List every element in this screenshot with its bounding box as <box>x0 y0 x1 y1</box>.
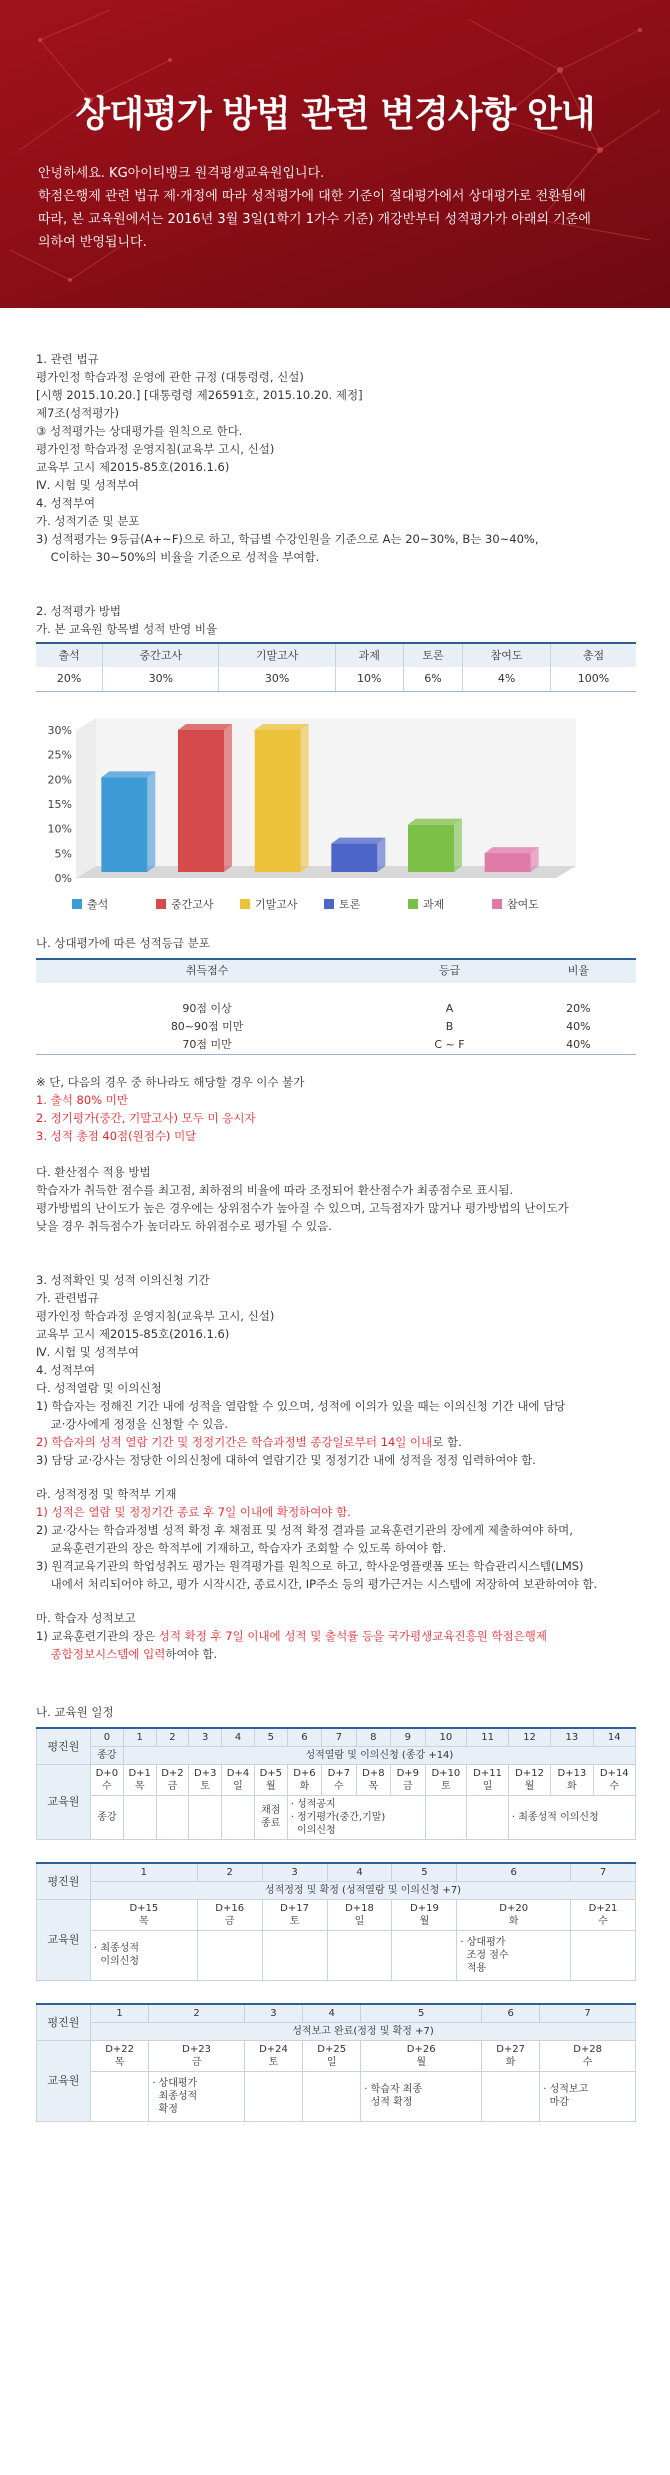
section-grade-check <box>36 1271 636 1663</box>
bar-side <box>301 724 309 872</box>
weights-value: 30% <box>219 667 335 691</box>
weights-header: 총점 <box>551 643 636 667</box>
grade-cell: 80~90점 미만 <box>170 1019 244 1033</box>
weights-value: 6% <box>403 667 462 691</box>
day-number: 7 <box>540 2004 636 2023</box>
day-cell: D+27 화 <box>482 2040 540 2071</box>
text-line: 3) 담당 교·강사는 정당한 이의신청에 대하여 열람기간 및 정정기간 내에 성적을 정정 입력하여야 함. <box>36 1452 536 1467</box>
day-cell: D+1 목 <box>123 1764 156 1795</box>
weights-header: 과제 <box>335 643 403 667</box>
text-line: 평가인정 학습과정 운영지침(교육부 고시, 신설) <box>36 442 275 456</box>
day-number: 4 <box>303 2004 361 2023</box>
legend-label: 과제 <box>423 897 445 911</box>
text-line: 1) 학습자는 정해진 기간 내에 성적을 열람할 수 있으며, 성적에 이의가 있을 때는 이의신청 기간 내에 담당 <box>36 1398 566 1413</box>
day-cell: D+19 월 <box>392 1899 457 1930</box>
chart-side-wall <box>76 718 96 878</box>
bar-side <box>377 837 385 871</box>
day-number: 9 <box>391 1728 425 1747</box>
legend-swatch <box>492 899 502 909</box>
grade-cell: C ~ F <box>378 1036 520 1055</box>
legend-label: 출석 <box>87 897 109 911</box>
section-evaluation-method <box>36 602 636 916</box>
day-number: 0 <box>91 1728 124 1747</box>
sub-heading: 나. 교육원 일정 <box>36 1704 114 1719</box>
section-heading: 2. 성적평가 방법 <box>36 604 121 618</box>
day-cell: D+5 월 <box>254 1764 287 1795</box>
bar <box>408 824 454 871</box>
text-line: 다. 환산점수 적용 방법 <box>36 1164 151 1179</box>
period-label: 성적열람 및 이의신청 (종강 +14) <box>123 1746 635 1764</box>
intro-line: 학점은행제 관련 법규 제·개정에 따라 성적평가에 대한 기준이 절대평가에서 상대평가로 전환됨에 <box>38 189 586 204</box>
y-tick-label: 0% <box>54 871 72 885</box>
day-cell: D+16 금 <box>197 1899 262 1930</box>
weights-header: 출석 <box>36 643 103 667</box>
day-cell: D+4 일 <box>222 1764 255 1795</box>
weights-header: 기말고사 <box>219 643 335 667</box>
intro-line: 따라, 본 교육원에서는 2016년 3월 3일(1학기 1가수 기준) 개강반부터 성적평가가 아래의 기준에 <box>38 212 591 227</box>
day-cell: D+21 수 <box>571 1899 636 1930</box>
grade-header: 등급 <box>378 959 520 983</box>
weights-header: 참여도 <box>463 643 551 667</box>
sub-heading: 마. 학습자 성적보고 <box>36 1610 136 1625</box>
day-number: 1 <box>91 1863 198 1882</box>
weights-chart <box>36 706 636 916</box>
legend-swatch <box>240 899 250 909</box>
bar <box>331 843 377 871</box>
day-cell: D+13 화 <box>551 1764 593 1795</box>
text-span: 1) 교육훈련기관의 장은 <box>36 1628 159 1643</box>
day-cell: D+26 월 <box>361 2040 482 2071</box>
day-cell: D+0 수 <box>91 1764 124 1795</box>
text-line: 1. 관련 법규 <box>36 352 99 366</box>
day-number: 6 <box>482 2004 540 2023</box>
grade-cell: 40% <box>521 1036 636 1055</box>
text-line: 가. 성적기준 및 분포 <box>36 514 140 528</box>
bar-top <box>178 724 232 730</box>
highlight-text: 종합정보시스템에 입력 <box>36 1646 166 1661</box>
weights-value: 10% <box>335 667 403 691</box>
text-line <box>36 1627 636 1645</box>
day-cell: D+12 월 <box>508 1764 550 1795</box>
text-line: ③ 성적평가는 상대평가를 원칙으로 한다. <box>36 424 243 438</box>
day-cell: D+2 금 <box>156 1764 189 1795</box>
weights-value: 100% <box>551 667 636 691</box>
schedule-table-1 <box>36 1727 636 1840</box>
highlight-text: 2) 학습자의 성적 열람 기간 및 정정기간은 학습과정별 종강일로부터 14일 이내 <box>36 1434 433 1449</box>
text-line: 다. 성적열람 및 이의신청 <box>36 1380 162 1395</box>
day-number: 6 <box>457 1863 571 1882</box>
day-number: 11 <box>467 1728 509 1747</box>
org-label: 평진원 <box>37 1863 91 1900</box>
schedule-note: 채점 종료 <box>254 1795 287 1839</box>
org-label: 교육원 <box>37 2040 91 2121</box>
day-number: 2 <box>156 1728 189 1747</box>
intro-line: 의하여 반영됩니다. <box>38 235 147 250</box>
schedule-table-2 <box>36 1862 636 1981</box>
period-label: 종강 <box>91 1746 124 1764</box>
weights-table <box>36 642 636 692</box>
text-line: C이하는 30~50%의 비율을 기준으로 성적을 부여함. <box>36 550 320 564</box>
schedule-table-3 <box>36 2003 636 2122</box>
text-line: 평가방법의 난이도가 높은 경우에는 상위점수가 높아질 수 있으며, 고득점자가 많거나 평가방법의 난이도가 <box>36 1200 569 1215</box>
grade-header: 비율 <box>521 959 636 983</box>
day-cell: D+8 목 <box>356 1764 390 1795</box>
day-number: 1 <box>91 2004 149 2023</box>
day-number: 2 <box>197 1863 262 1882</box>
bar-top <box>485 847 539 853</box>
day-number: 1 <box>123 1728 156 1747</box>
day-cell: D+9 금 <box>391 1764 425 1795</box>
day-cell: D+11 일 <box>467 1764 509 1795</box>
bar-top <box>255 724 309 730</box>
bar-top <box>331 837 385 843</box>
period-label: 성적보고 완료(정정 및 확정 +7) <box>91 2022 636 2040</box>
day-number: 8 <box>356 1728 390 1747</box>
day-number: 6 <box>287 1728 321 1747</box>
text-line: 교육부 고시 제2015-85호(2016.1.6) <box>36 460 230 474</box>
sub-heading: 라. 성적정정 및 학적부 기재 <box>36 1486 177 1501</box>
grade-cell: 90점 이상 <box>182 1001 232 1015</box>
grade-cell: B <box>445 1019 454 1033</box>
org-label: 평진원 <box>37 1728 91 1765</box>
bar-top <box>101 771 155 777</box>
schedule-note: · 최종성적 이의신청 <box>508 1795 635 1839</box>
text-line: 낮을 경우 취득점수가 높더라도 하위점수로 평가될 수 있음. <box>36 1218 332 1233</box>
day-number: 5 <box>254 1728 287 1747</box>
text-line: 교·강사에게 정정을 신청할 수 있음. <box>36 1416 229 1431</box>
day-cell: D+20 화 <box>457 1899 571 1930</box>
y-tick-label: 5% <box>54 846 72 860</box>
fail-item: 3. 성적 총점 40점(원점수) 미달 <box>36 1128 197 1143</box>
legend-swatch <box>408 899 418 909</box>
grade-cell: A <box>445 1001 454 1015</box>
legend-swatch <box>72 899 82 909</box>
text-line: 평가인정 학습과정 운영지침(교육부 고시, 신설) <box>36 1308 275 1323</box>
text-line: 4. 성적부여 <box>36 496 96 510</box>
bar-side <box>454 818 462 871</box>
text-line <box>36 1433 636 1451</box>
grade-header: 취득점수 <box>36 959 378 983</box>
note-text: ※ 단, 다음의 경우 중 하나라도 해당할 경우 이수 불가 <box>36 1074 305 1089</box>
text-line: 학습자가 취득한 점수를 최고점, 최하점의 비율에 따라 조정되어 환산점수가 최종점수로 표시됨. <box>36 1182 514 1197</box>
section-schedule <box>36 1703 636 2122</box>
text-span: 로 함. <box>432 1434 462 1449</box>
fail-item: 1. 출석 80% 미만 <box>36 1092 128 1107</box>
grade-table <box>36 958 636 1055</box>
section-converted-score <box>36 1163 636 1235</box>
bar <box>101 777 147 872</box>
day-number: 4 <box>222 1728 255 1747</box>
bar <box>485 853 531 872</box>
day-number: 3 <box>189 1728 222 1747</box>
org-label: 교육원 <box>37 1764 91 1839</box>
day-number: 3 <box>262 1863 327 1882</box>
day-number: 5 <box>361 2004 482 2023</box>
schedule-note: · 상대평가 조정 점수 적용 <box>457 1930 571 1980</box>
section-related-laws <box>36 350 636 566</box>
text-line: Ⅳ. 시험 및 성적부여 <box>36 478 139 492</box>
y-tick-label: 10% <box>47 822 72 836</box>
weights-value: 20% <box>36 667 103 691</box>
day-cell: D+22 목 <box>91 2040 149 2071</box>
day-cell: D+28 수 <box>540 2040 636 2071</box>
section-fail-conditions <box>36 1073 636 1145</box>
weights-value: 30% <box>103 667 219 691</box>
day-cell: D+23 금 <box>149 2040 245 2071</box>
schedule-note: · 성적보고 마감 <box>540 2071 636 2121</box>
chart-svg <box>36 706 636 916</box>
y-tick-label: 20% <box>47 772 72 786</box>
content-body <box>36 350 636 2140</box>
day-cell: D+17 토 <box>262 1899 327 1930</box>
sub-heading: 가. 본 교육원 항목별 성적 반영 비율 <box>36 622 218 636</box>
text-line: 제7조(성적평가) <box>36 406 119 420</box>
bar <box>178 730 224 872</box>
intro-line: 안녕하세요. KG아이티뱅크 원격평생교육원입니다. <box>38 166 325 181</box>
day-number: 5 <box>392 1863 457 1882</box>
text-line: 2) 교·강사는 학습과정별 성적 확정 후 채점표 및 성적 확정 결과를 교육훈련기관의 장에게 제출하여야 하며, <box>36 1522 573 1537</box>
intro-text <box>38 162 638 254</box>
page-title: 상대평가 방법 관련 변경사항 안내 <box>75 94 595 135</box>
legend-label: 토론 <box>339 897 361 911</box>
highlight-text: 1) 성적은 열람 및 정정기간 종료 후 7일 이내에 확정하여야 함. <box>36 1504 351 1519</box>
text-line: Ⅳ. 시험 및 성적부여 <box>36 1344 139 1359</box>
bar-side <box>224 724 232 872</box>
sub-heading: 나. 상대평가에 따른 성적등급 분포 <box>36 935 210 950</box>
schedule-note: · 학습자 최종 성적 확정 <box>361 2071 482 2121</box>
weights-header: 토론 <box>403 643 462 667</box>
day-number: 14 <box>593 1728 635 1747</box>
text-line: 4. 성적부여 <box>36 1362 96 1377</box>
day-number: 4 <box>327 1863 392 1882</box>
fail-item: 2. 정기평가(중간, 기말고사) 모두 미 응시자 <box>36 1110 256 1125</box>
day-number: 13 <box>551 1728 593 1747</box>
text-line: 평가인정 학습과정 운영에 관한 규정 (대통령령, 신설) <box>36 370 304 384</box>
schedule-note: · 상대평가 최종성적 확정 <box>149 2071 245 2121</box>
legend-swatch <box>156 899 166 909</box>
day-number: 7 <box>571 1863 636 1882</box>
legend-swatch <box>324 899 334 909</box>
bar-top <box>408 818 462 824</box>
day-number: 12 <box>508 1728 550 1747</box>
legend-label: 참여도 <box>507 897 539 911</box>
org-label: 교육원 <box>37 1899 91 1980</box>
period-label: 성적정정 및 확정 (성적열람 및 이의신청 +7) <box>91 1881 636 1899</box>
y-tick-label: 30% <box>47 723 72 737</box>
text-span: 하여야 함. <box>165 1646 218 1661</box>
network-pattern <box>0 0 670 308</box>
org-label: 평진원 <box>37 2004 91 2041</box>
legend-label: 기말고사 <box>255 897 298 911</box>
schedule-note: · 성적공지 · 정기평가(중간,기말) 이의신청 <box>287 1795 425 1839</box>
bar-side <box>147 771 155 872</box>
text-line: 가. 관련법규 <box>36 1290 99 1305</box>
text-line: 3) 성적평가는 9등급(A+~F)으로 하고, 학급별 수강인원을 기준으로 A는 20~30%, B는 30~40%, <box>36 532 539 546</box>
day-cell: D+25 일 <box>303 2040 361 2071</box>
y-tick-label: 15% <box>47 797 72 811</box>
bar <box>255 730 301 872</box>
grade-cell: 20% <box>566 1001 591 1015</box>
schedule-note: · 최종성적 이의신청 <box>91 1930 198 1980</box>
day-cell: D+10 토 <box>425 1764 467 1795</box>
text-line <box>36 1645 636 1663</box>
grade-cell: 40% <box>566 1019 591 1033</box>
day-cell: D+24 토 <box>244 2040 302 2071</box>
text-line: 교육훈련기관의 장은 학적부에 기재하고, 학습자가 조회할 수 있도록 하여야 함. <box>36 1540 447 1555</box>
day-number: 3 <box>244 2004 302 2023</box>
highlight-text: 성적 확정 후 7일 이내에 성적 및 출석률 등을 국가평생교육진흥원 학점은행제 <box>158 1628 547 1643</box>
day-cell: D+18 일 <box>327 1899 392 1930</box>
day-cell: D+6 화 <box>287 1764 321 1795</box>
section-grade-distribution <box>36 934 636 1055</box>
day-number: 7 <box>322 1728 356 1747</box>
day-number: 10 <box>425 1728 467 1747</box>
day-cell: D+14 수 <box>593 1764 635 1795</box>
hero-banner <box>0 0 670 308</box>
schedule-note: 종강 <box>91 1795 124 1839</box>
text-line: 내에서 처리되어야 하고, 평가 시작시간, 종료시간, IP주소 등의 평가근거는 시스템에 저장하여 보관하여야 함. <box>36 1576 598 1591</box>
text-line: [시행 2015.10.20.] [대통령령 제26591호, 2015.10.20. 제정] <box>36 388 363 402</box>
day-cell: D+3 토 <box>189 1764 222 1795</box>
day-number: 2 <box>149 2004 245 2023</box>
weights-value: 4% <box>463 667 551 691</box>
day-cell: D+7 수 <box>322 1764 356 1795</box>
legend-label: 중간고사 <box>171 897 214 911</box>
day-cell: D+15 목 <box>91 1899 198 1930</box>
y-tick-label: 25% <box>47 748 72 762</box>
text-line: 3) 원격교육기관의 학업성취도 평가는 원격평가를 원칙으로 하고, 학사운영플랫폼 또는 학습관리시스템(LMS) <box>36 1558 584 1573</box>
grade-cell: 70점 미만 <box>36 1036 378 1055</box>
weights-header: 중간고사 <box>103 643 219 667</box>
text-line: 3. 성적확인 및 성적 이의신청 기간 <box>36 1272 210 1287</box>
text-line: 교육부 고시 제2015-85호(2016.1.6) <box>36 1326 230 1341</box>
